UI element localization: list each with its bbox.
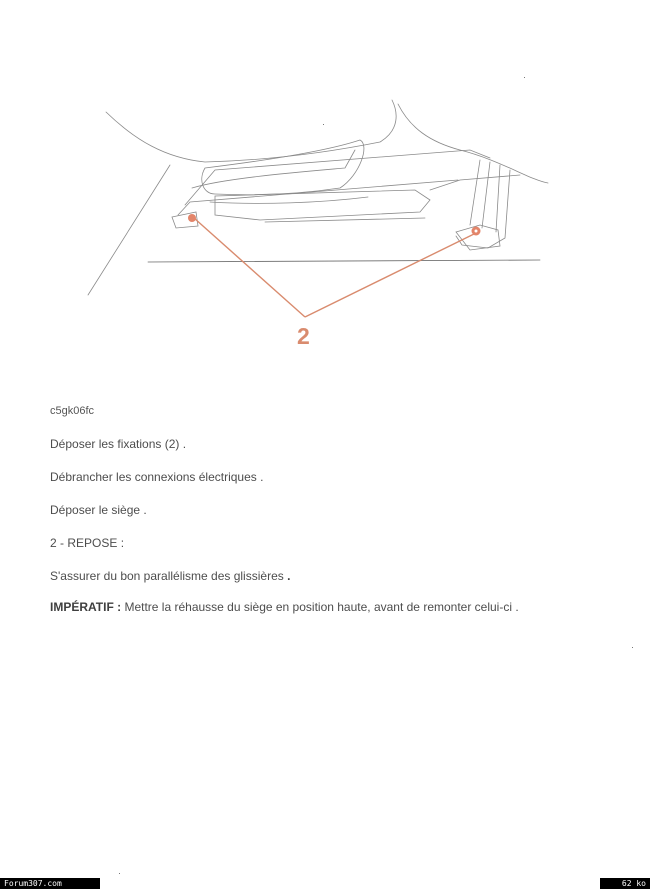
footer-site-label: Forum307.com xyxy=(0,878,100,889)
callout-number: 2 xyxy=(297,323,310,349)
step-remove-fixings: Déposer les fixations (2) . xyxy=(50,437,187,451)
check-parallel-text: S'assurer du bon parallélisme des glissières xyxy=(50,569,284,583)
front-rail-left-2 xyxy=(178,180,458,215)
right-rail-upper xyxy=(470,160,500,232)
seat-frame-bar-lower xyxy=(210,197,368,203)
seat-outline xyxy=(106,100,396,162)
step-remove-seat: Déposer le siège . xyxy=(50,503,147,517)
imperative-text: Mettre la réhausse du siège en position haute, avant de remonter celui-ci . xyxy=(124,600,519,614)
seat-back-edge xyxy=(398,104,548,183)
floor-line xyxy=(148,260,540,262)
footer-file-size: 62 ko xyxy=(600,878,650,889)
callout-leader-right xyxy=(305,234,474,317)
figure-reference-code: c5gk06fc xyxy=(50,405,95,417)
callout-leader-left xyxy=(194,218,305,317)
seat-frame-bar xyxy=(192,150,355,188)
check-parallel-period: . xyxy=(287,569,291,583)
scan-speck xyxy=(323,124,324,125)
step-disconnect-connectors: Débrancher les connexions électriques . xyxy=(50,470,264,484)
step-check-rails-parallel xyxy=(50,569,290,583)
seat-rail-illustration xyxy=(0,0,650,360)
seat-cushion xyxy=(202,140,364,195)
rear-floor-line xyxy=(430,175,520,190)
left-pillar-line xyxy=(88,165,170,295)
imperative-label: IMPÉRATIF : xyxy=(50,600,122,614)
section-heading-refit: 2 - REPOSE : xyxy=(50,536,125,550)
scan-speck xyxy=(632,647,633,648)
scan-speck xyxy=(524,77,525,78)
fixing-right-center xyxy=(475,230,478,233)
fixing-left-marker xyxy=(188,214,196,222)
right-rail-lower xyxy=(456,170,510,248)
imperative-note xyxy=(50,600,519,614)
scan-speck xyxy=(119,873,120,874)
front-rail-left xyxy=(185,150,490,205)
